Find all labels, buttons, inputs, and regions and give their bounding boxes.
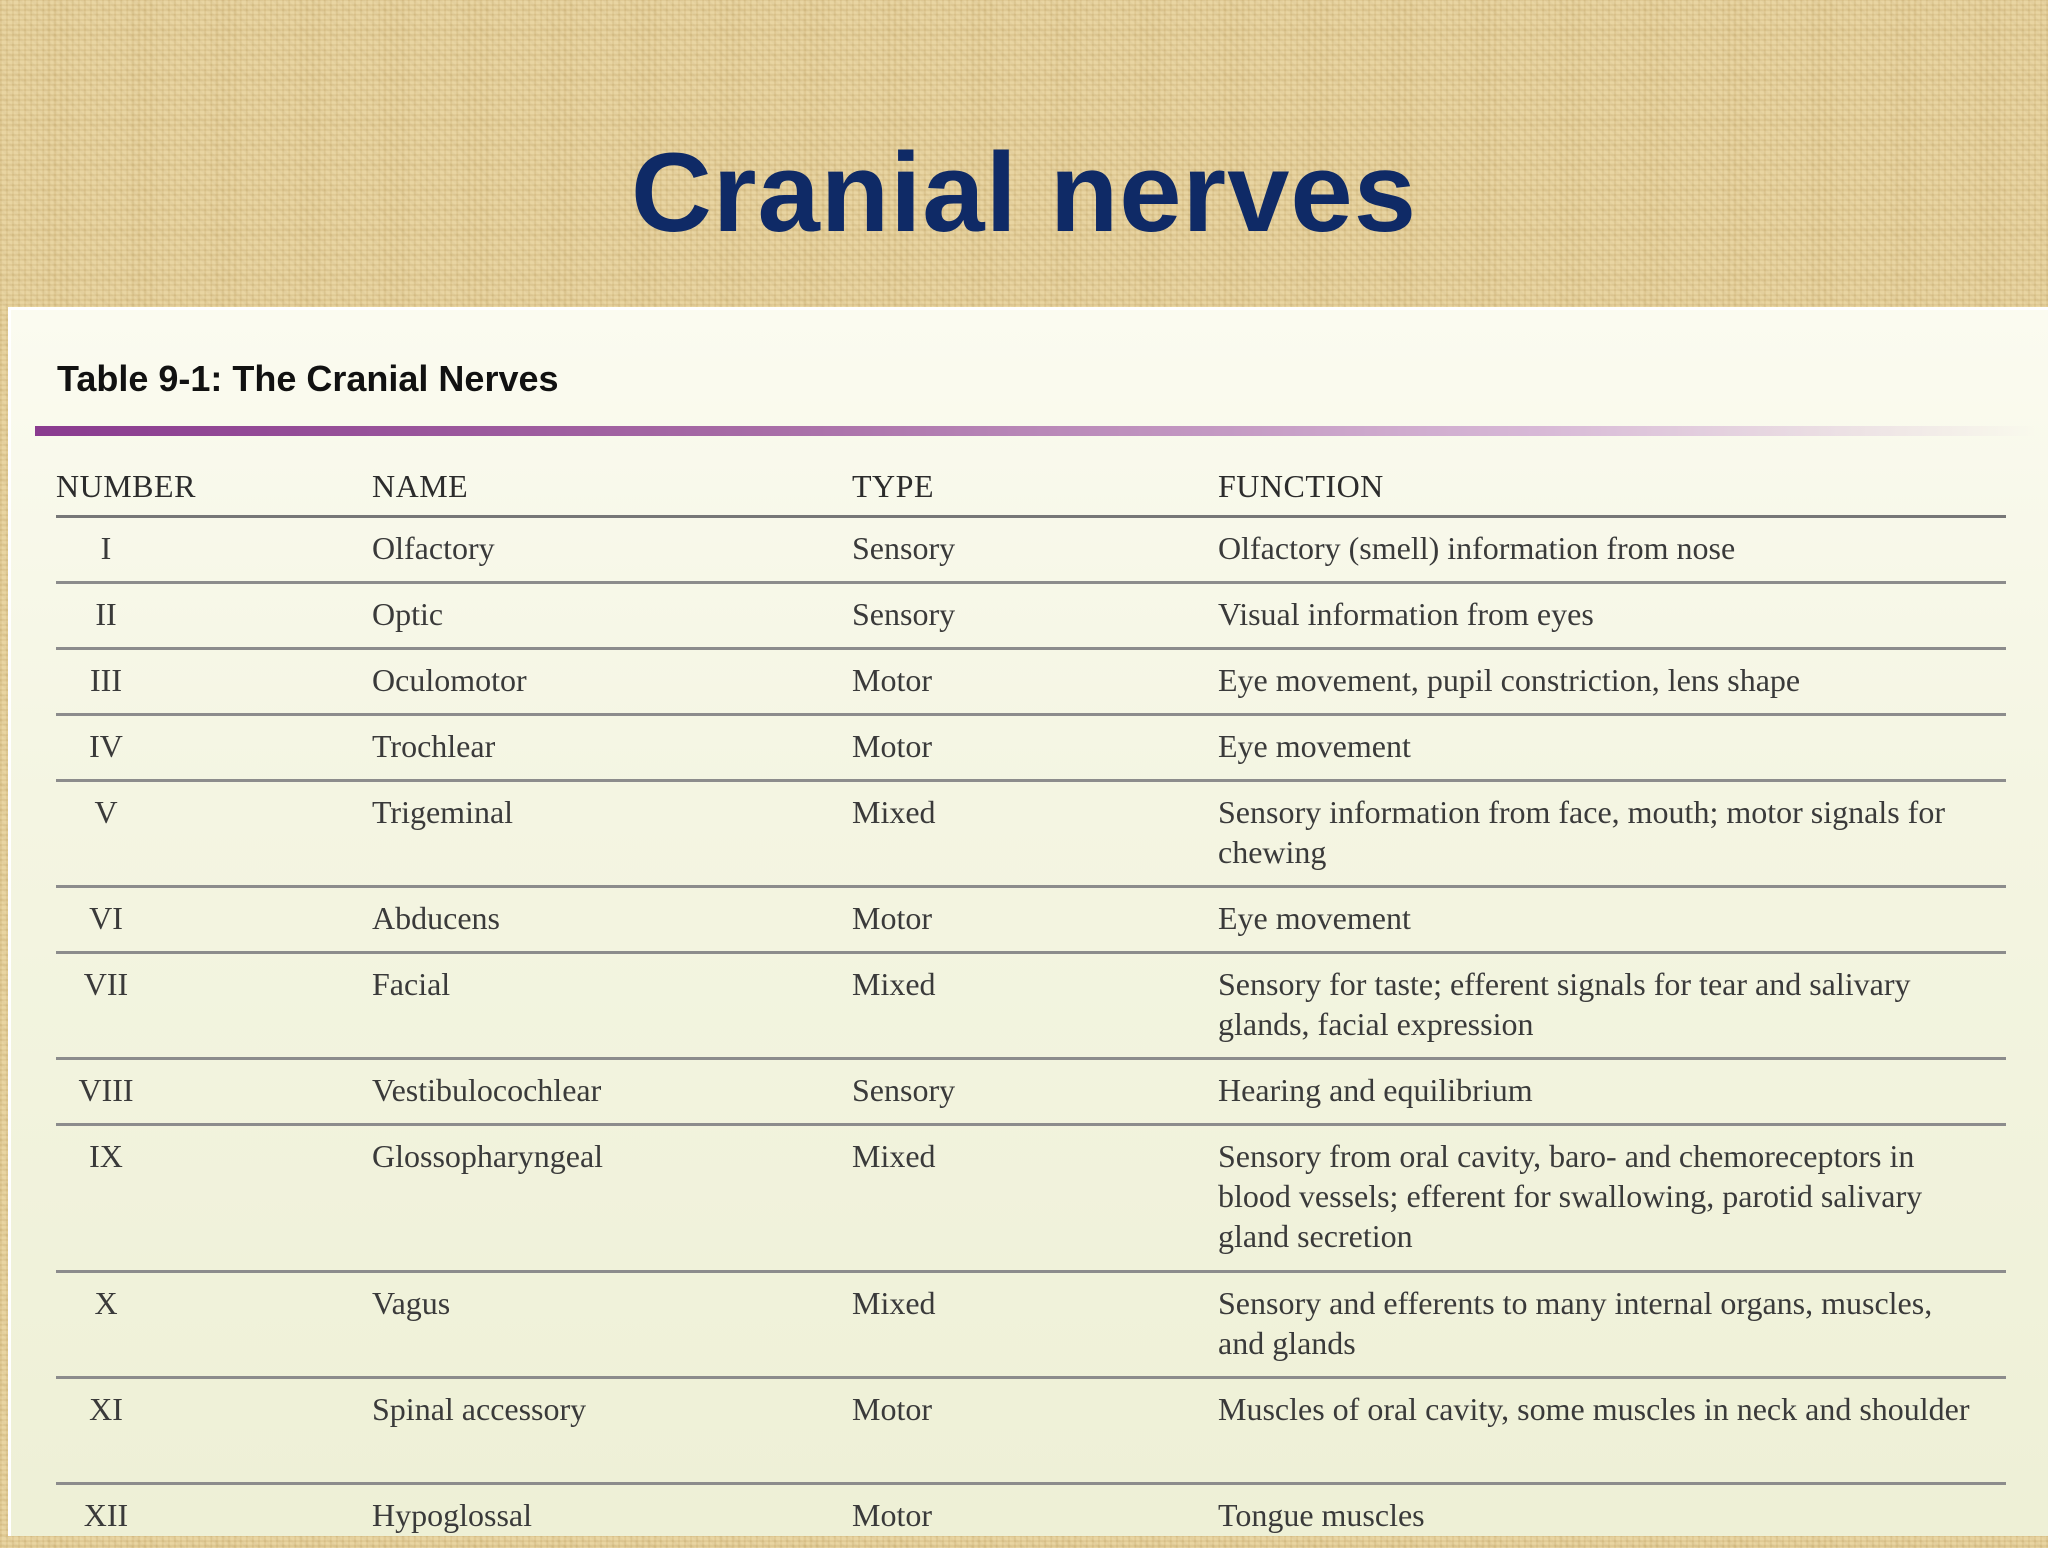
nerve-type: Mixed xyxy=(852,966,936,1002)
cranial-nerves-table xyxy=(56,450,2006,1548)
nerve-number: IV xyxy=(89,728,123,764)
table-row xyxy=(56,584,2006,650)
table-row xyxy=(56,1060,2006,1126)
nerve-number: III xyxy=(90,662,122,698)
number-cell xyxy=(56,716,372,779)
header-function: FUNCTION xyxy=(1218,468,1384,504)
nerve-name: Vagus xyxy=(372,1285,451,1321)
nerve-function: Sensory from oral cavity, baro- and chemoreceptors in blood vessels; efferent for swallowing, parotid salivary gland secretion xyxy=(1218,1138,1923,1254)
caption-rule xyxy=(35,426,2035,436)
table-row xyxy=(56,782,2006,888)
nerve-name: Vestibulocochlear xyxy=(372,1072,602,1108)
number-cell xyxy=(56,1126,372,1270)
table-row xyxy=(56,1485,2006,1548)
nerve-function: Sensory information from face, mouth; motor signals for chewing xyxy=(1218,794,1945,870)
number-cell xyxy=(56,650,372,713)
nerve-number: VIII xyxy=(78,1072,134,1108)
table-header-row xyxy=(56,450,2006,518)
nerve-function: Eye movement xyxy=(1218,900,1411,936)
nerve-number: II xyxy=(95,596,117,632)
nerve-name: Trochlear xyxy=(372,728,496,764)
nerve-number: IX xyxy=(89,1138,123,1174)
number-cell xyxy=(56,888,372,951)
table-row xyxy=(56,888,2006,954)
nerve-function: Tongue muscles xyxy=(1218,1497,1425,1533)
number-cell xyxy=(56,584,372,647)
nerve-number: VI xyxy=(89,900,123,936)
nerve-name: Trigeminal xyxy=(372,794,514,830)
nerve-number: X xyxy=(94,1285,118,1321)
nerve-name: Abducens xyxy=(372,900,500,936)
header-type: TYPE xyxy=(852,468,934,504)
nerve-number: VII xyxy=(83,966,129,1002)
nerve-type: Sensory xyxy=(852,530,956,566)
nerve-function: Olfactory (smell) information from nose xyxy=(1218,530,1736,566)
table-row xyxy=(56,1273,2006,1379)
number-cell xyxy=(56,954,372,1057)
nerve-type: Motor xyxy=(852,900,932,936)
nerve-name: Hypoglossal xyxy=(372,1497,532,1533)
nerve-type: Sensory xyxy=(852,596,956,632)
nerve-type: Motor xyxy=(852,1497,932,1533)
header-name: NAME xyxy=(372,468,469,504)
nerve-name: Optic xyxy=(372,596,444,632)
header-number: NUMBER xyxy=(56,468,196,504)
nerve-type: Motor xyxy=(852,662,932,698)
nerve-function: Muscles of oral cavity, some muscles in neck and shoulder xyxy=(1218,1391,1970,1427)
nerve-function: Sensory for taste; efferent signals for tear and salivary glands, facial expression xyxy=(1218,966,1911,1042)
table-row xyxy=(56,716,2006,782)
nerve-function: Sensory and efferents to many internal organs, muscles, and glands xyxy=(1218,1285,1933,1361)
nerve-type: Mixed xyxy=(852,1285,936,1321)
table-row xyxy=(56,1379,2006,1485)
table-row xyxy=(56,518,2006,584)
number-cell xyxy=(56,518,372,581)
slide-title: Cranial nerves xyxy=(631,130,1417,255)
nerve-name: Facial xyxy=(372,966,451,1002)
number-cell xyxy=(56,1273,372,1376)
table-row xyxy=(56,1126,2006,1273)
nerve-number: I xyxy=(100,530,112,566)
nerve-type: Motor xyxy=(852,728,932,764)
nerve-function: Hearing and equilibrium xyxy=(1218,1072,1533,1108)
nerve-name: Spinal accessory xyxy=(372,1391,587,1427)
table-row xyxy=(56,650,2006,716)
nerve-number: XII xyxy=(83,1497,129,1533)
nerve-name: Glossopharyngeal xyxy=(372,1138,604,1174)
number-cell xyxy=(56,1060,372,1123)
nerve-name: Olfactory xyxy=(372,530,495,566)
nerve-type: Motor xyxy=(852,1391,932,1427)
number-cell xyxy=(56,782,372,885)
nerve-type: Mixed xyxy=(852,1138,936,1174)
table-row xyxy=(56,954,2006,1060)
nerve-name: Oculomotor xyxy=(372,662,527,698)
nerve-function: Eye movement xyxy=(1218,728,1411,764)
nerve-type: Sensory xyxy=(852,1072,956,1108)
table-caption: Table 9-1: The Cranial Nerves xyxy=(57,358,559,399)
table-panel xyxy=(8,307,2048,1536)
nerve-number: V xyxy=(94,794,118,830)
number-cell xyxy=(56,1485,372,1548)
nerve-function: Visual information from eyes xyxy=(1218,596,1594,632)
nerve-number: XI xyxy=(89,1391,123,1427)
nerve-function: Eye movement, pupil constriction, lens shape xyxy=(1218,662,1801,698)
nerve-type: Mixed xyxy=(852,794,936,830)
number-cell xyxy=(56,1379,372,1482)
